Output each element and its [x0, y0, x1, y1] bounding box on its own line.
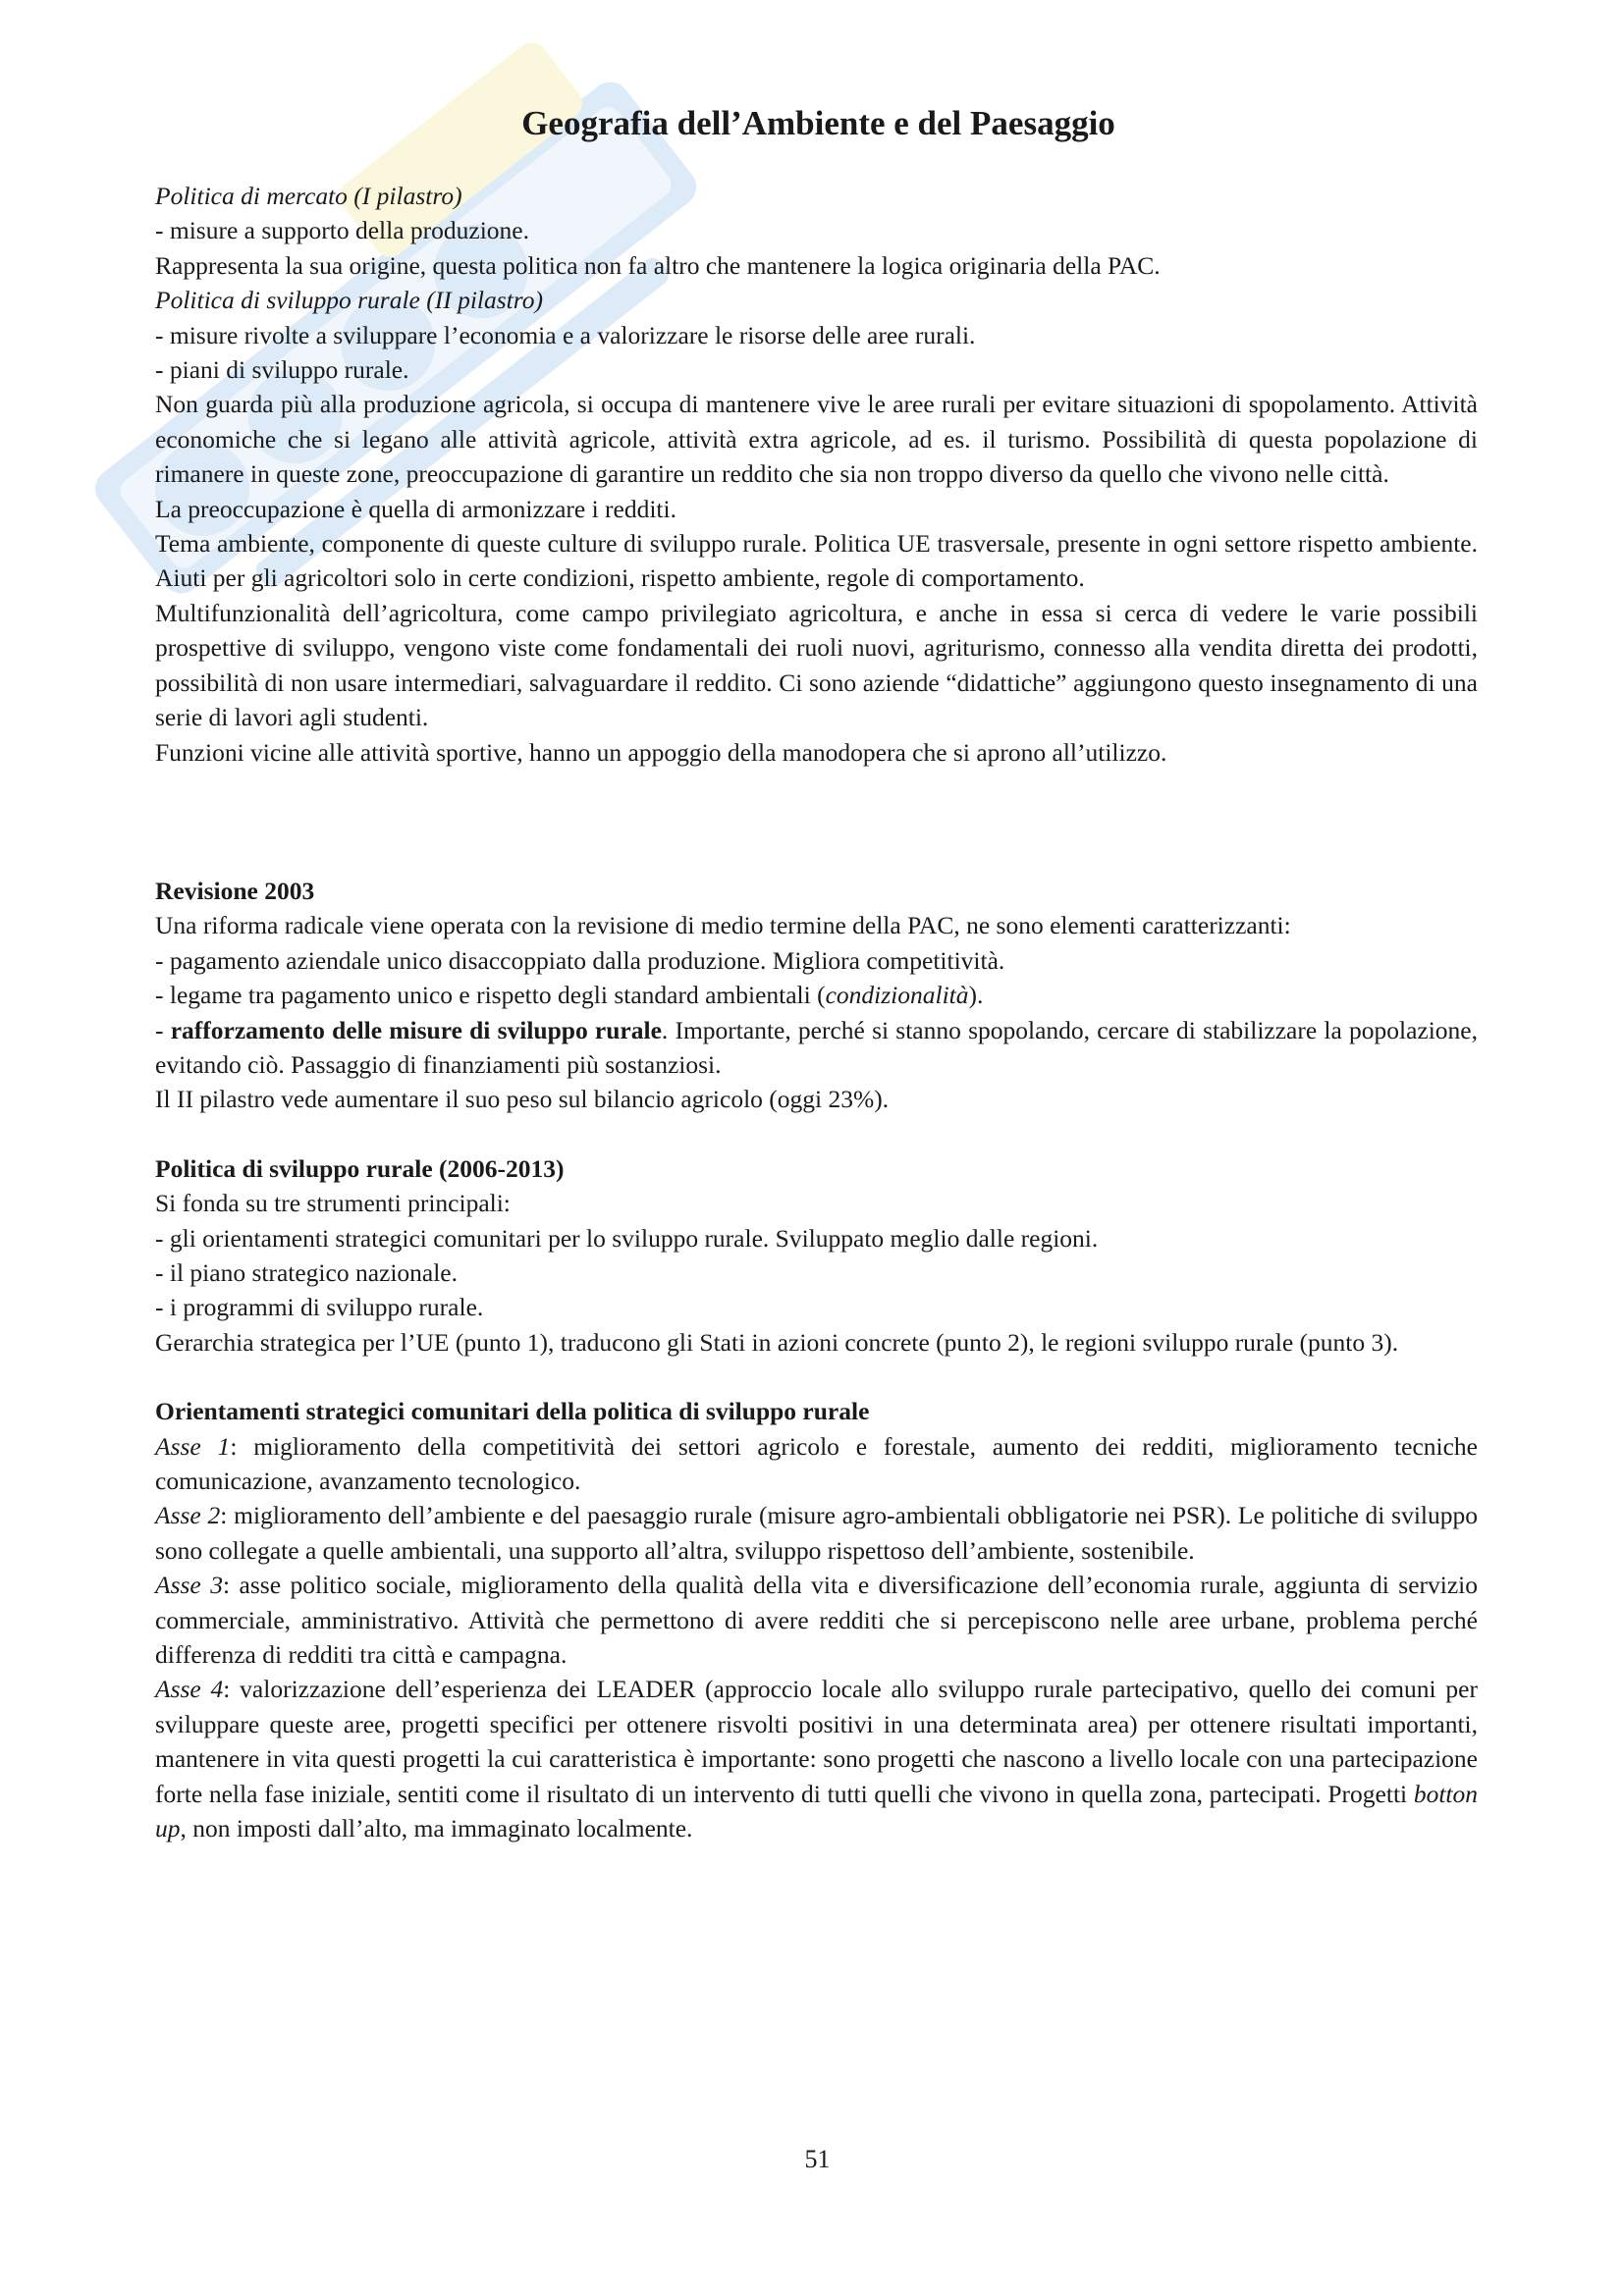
- paragraph: - piani di sviluppo rurale.: [155, 355, 409, 385]
- paragraph: Si fonda su tre strumenti principali:: [155, 1189, 511, 1218]
- list-item: - pagamento aziendale unico disaccoppiato dalla produzione. Migliora competitività.: [155, 945, 1005, 975]
- paragraph: Funzioni vicine alle attività sportive, hanno un appoggio della manodopera che si aprono all’utilizzo.: [155, 737, 1167, 767]
- list-item: - gli orientamenti strategici comunitari per lo sviluppo rurale. Sviluppato meglio dalle regioni.: [155, 1223, 1099, 1253]
- page-number: 51: [804, 2145, 831, 2173]
- paragraph: - misure rivolte a sviluppare l’economia e a valorizzare le risorse delle aree rurali.: [155, 320, 976, 349]
- asse-paragraph: Asse 1: miglioramento della competitività dei settori agricolo e forestale, aumento dei redditi, miglioramento tecniche comunicazione, avanzamento tecnologico.: [155, 1431, 1478, 1495]
- section-heading: Orientamenti strategici comunitari della politica di sviluppo rurale: [155, 1397, 870, 1426]
- paragraph: Politica di sviluppo rurale (II pilastro): [155, 286, 543, 315]
- section-intro: [155, 179, 1478, 770]
- paragraph: Non guarda più alla produzione agricola, si occupa di mantenere vive le aree rurali per evitare situazioni di spopolamento. Attività economiche che si legano alle attività agricole, attività extra agricole, ad es. il turismo. Possibilità di questa popolazione di rimanere in queste zone, preoccupazione di garantire un reddito che sia non troppo diverso da quello che vivono nelle città.: [155, 390, 1478, 489]
- asse-paragraph: Asse 4: valorizzazione dell’esperienza dei LEADER (approccio locale allo sviluppo rurale partecipativo, quello dei comuni per sviluppare queste aree, progetti specifici per ottenere risvolti positivi in una determinata area) per ottenere risultati importanti, mantenere in vita questi progetti la cui caratteristica è importante: sono progetti che nascono a livello locale con una partecipazione forte nella fase iniziale, sentiti come il risultato di un intervento di tutti quelli che vivono in quella zona, partecipati. Progetti botton up, non imposti dall’alto, ma immaginato localmente.: [155, 1675, 1478, 1843]
- section-politica: [155, 1151, 1478, 1360]
- page-title: Geografia dell’Ambiente e del Paesaggio: [521, 104, 1115, 142]
- paragraph: Una riforma radicale viene operata con la revisione di medio termine della PAC, ne sono elementi caratterizzanti:: [155, 911, 1291, 940]
- paragraph: Politica di mercato (I pilastro): [155, 182, 462, 210]
- paragraph: Gerarchia strategica per l’UE (punto 1), traducono gli Stati in azioni concrete (punto 2), le regioni sviluppo rurale (punto 3).: [155, 1327, 1399, 1357]
- list-item: - i programmi di sviluppo rurale.: [155, 1293, 484, 1322]
- asse-paragraph: Asse 2: miglioramento dell’ambiente e del paesaggio rurale (misure agro-ambientali obbligatorie nei PSR). Le politiche di sviluppo sono collegate a quelle ambientali, una supporto all’altra, sviluppo rispettoso dell’ambiente, sostenibile.: [155, 1501, 1478, 1565]
- list-item: - legame tra pagamento unico e rispetto degli standard ambientali (condizionalità).: [155, 981, 984, 1010]
- paragraph: La preoccupazione è quella di armonizzare i redditi.: [155, 494, 676, 523]
- section-revisione: [155, 874, 1478, 1117]
- list-item: - rafforzamento delle misure di sviluppo rurale. Importante, perché si stanno spopolando, cercare di stabilizzare la popolazione, evitando ciò. Passaggio di finanziamenti più sostanziosi.: [155, 1015, 1478, 1079]
- section-heading: Revisione 2003: [155, 876, 315, 905]
- paragraph: Rappresenta la sua origine, questa politica non fa altro che mantenere la logica originaria della PAC.: [155, 250, 1161, 280]
- paragraph: - misure a supporto della produzione.: [155, 216, 529, 245]
- paragraph: Tema ambiente, componente di queste culture di sviluppo rurale. Politica UE trasversale, presente in ogni settore rispetto ambiente. Aiuti per gli agricoltori solo in certe condizioni, rispetto ambiente, regole di comportamento.: [155, 529, 1478, 593]
- document-page: [155, 96, 1478, 1845]
- list-item: - il piano strategico nazionale.: [155, 1257, 459, 1287]
- section-orientamenti: [155, 1394, 1478, 1845]
- asse-paragraph: Asse 3: asse politico sociale, miglioramento della qualità della vita e diversificazione dell’economia rurale, aggiunta di servizio commerciale, amministrativo. Attività che permettono di avere redditi che si percepiscono nelle aree urbane, problema perché differenza di redditi tra città e campagna.: [155, 1571, 1478, 1670]
- paragraph: Il II pilastro vede aumentare il suo peso sul bilancio agricolo (oggi 23%).: [155, 1085, 890, 1114]
- paragraph: Multifunzionalità dell’agricoltura, come campo privilegiato agricoltura, e anche in essa si cerca di vedere le varie possibili prospettive di sviluppo, vengono viste come fondamentali dei ruoli nuovi, agriturismo, connesso alla vendita diretta dei prodotti, possibilità di non usare intermediari, salvaguardare il reddito. Ci sono aziende “didattiche” aggiungono questo insegnamento di una serie di lavori agli studenti.: [155, 598, 1478, 732]
- section-heading: Politica di sviluppo rurale (2006-2013): [155, 1153, 565, 1183]
